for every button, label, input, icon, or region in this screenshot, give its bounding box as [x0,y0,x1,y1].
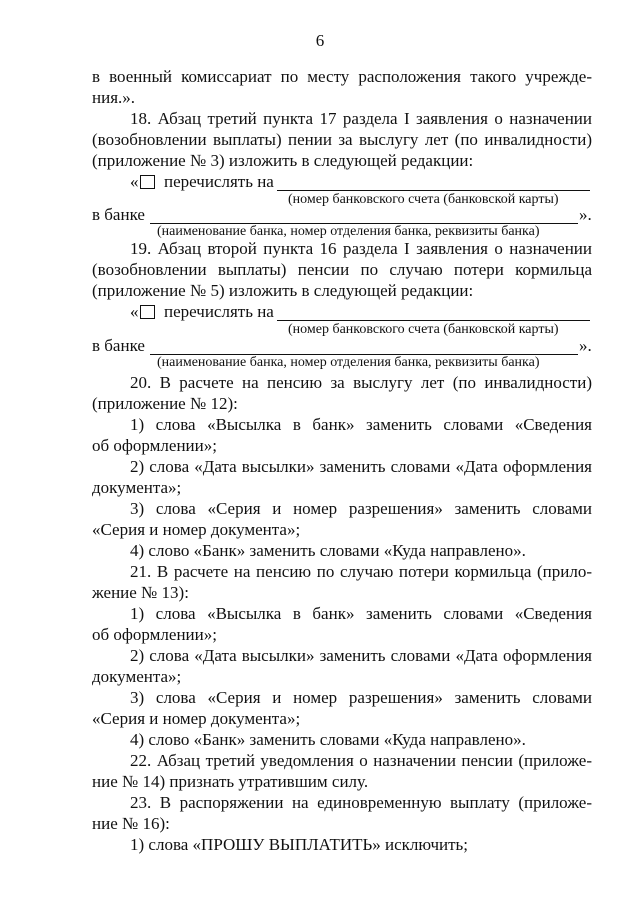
account-number-field[interactable] [277,302,590,321]
text-line: об оформлении»; [92,625,217,644]
text-line: ние № 16): [92,814,170,833]
bank-caption: (наименование банка, номер отделения банка, реквизиты банка) [157,355,540,370]
transfer-label: перечислять на [164,172,274,191]
account-caption: (номер банковского счета (банковской карты) [288,192,559,207]
list-item: 1) слова «ПРОШУ ВЫПЛАТИТЬ» исключить; [130,835,468,854]
text-line: жение № 13): [92,583,189,602]
close-quote: ». [579,205,592,224]
transfer-label: перечислять на [164,302,274,321]
list-item: 2) слова «Дата высылки» заменить словами «Дата оформления [130,646,592,665]
text-line: ние № 14) признать утратившим силу. [92,772,369,791]
bank-caption: (наименование банка, номер отделения банка, реквизиты банка) [157,224,540,239]
text-line: документа»; [92,478,182,497]
list-item: 3) слова «Серия и номер разрешения» заменить словами [130,499,592,518]
bank-label: в банке [92,336,145,355]
list-item: 3) слова «Серия и номер разрешения» заменить словами [130,688,592,707]
open-quote: « [130,172,139,191]
paragraph-22-start: 22. Абзац третий уведомления о назначении пенсии (приложе- [130,751,592,770]
paragraph-21-start: 21. В расчете на пенсию по случаю потери кормильца (прило- [130,562,592,581]
paragraph-20-start: 20. В расчете на пенсию за выслугу лет (по инвалидности) [130,373,592,392]
close-quote: ». [579,336,592,355]
text-line: документа»; [92,667,182,686]
bank-name-field[interactable] [150,205,578,224]
account-caption: (номер банковского счета (банковской карты) [288,322,559,337]
transfer-checkbox[interactable] [140,175,155,189]
account-number-field[interactable] [277,172,590,191]
text-line: «Серия и номер документа»; [92,520,301,539]
text-line: ния.». [92,88,136,107]
list-item: 2) слова «Дата высылки» заменить словами «Дата оформления [130,457,592,476]
text-line: (приложение № 3) изложить в следующей редакции: [92,151,474,170]
text-line: в военный комиссариат по месту расположения такого учрежде- [92,67,592,86]
bank-label: в банке [92,205,145,224]
paragraph-18-start: 18. Абзац третий пункта 17 раздела I заявления о назначении [130,109,592,128]
list-item: 1) слова «Высылка в банк» заменить словами «Сведения [130,604,592,623]
text-line: (приложение № 5) изложить в следующей редакции: [92,281,474,300]
text-line: (приложение № 12): [92,394,238,413]
text-line: об оформлении»; [92,436,217,455]
transfer-checkbox[interactable] [140,305,155,319]
text-line: (возобновлении выплаты) пении за выслугу лет (по инвалидности) [92,130,592,149]
bank-name-field[interactable] [150,336,578,355]
list-item: 4) слово «Банк» заменить словами «Куда направлено». [130,730,526,749]
paragraph-19-start: 19. Абзац второй пункта 16 раздела I заявления о назначении [130,239,592,258]
paragraph-23-start: 23. В распоряжении на единовременную выплату (приложе- [130,793,592,812]
open-quote: « [130,302,139,321]
page-number: 6 [315,31,325,50]
text-line: «Серия и номер документа»; [92,709,301,728]
list-item: 1) слова «Высылка в банк» заменить словами «Сведения [130,415,592,434]
list-item: 4) слово «Банк» заменить словами «Куда направлено». [130,541,526,560]
text-line: (возобновлении выплаты) пенсии по случаю потери кормильца [92,260,592,279]
